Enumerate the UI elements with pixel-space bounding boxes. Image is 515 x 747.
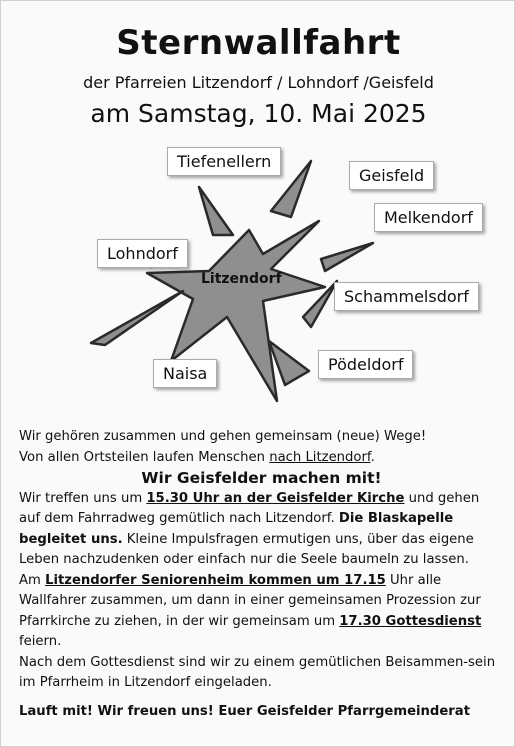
place-box-poedeldorf: Pödeldorf [318,350,413,379]
ray-naisa [91,291,183,345]
closing-line: Lauft mit! Wir freuen uns! Euer Geisfelder Pfarrgemeinderat [19,703,471,719]
place-box-naisa: Naisa [153,359,217,388]
headline: Wir Geisfelder machen mit! [141,469,382,487]
intro-period: . [370,449,375,465]
p1-text-a: Wir treffen uns um [19,490,147,506]
p2-text-a: Am [19,572,46,588]
subtitle: der Pfarreien Litzendorf / Lohndorf /Geisfeld [83,73,434,92]
service-time: 17.30 Gottesdienst [339,613,482,629]
ray-tiefenellern [199,187,233,235]
body-text [19,427,504,722]
gathering-time-place: Litzendorfer Seniorenheim kommen um 17.15 [45,572,386,588]
p1-text-c: Kleine Impulsfragen ermutigen uns, über das eigene Leben nachzudenken oder einfach nur die Seele baumeln zu lassen. [19,531,474,567]
intro-text: Von allen Ortsteilen laufen Menschen [19,449,270,465]
intro-destination: nach Litzendorf [269,449,371,465]
place-box-tiefenellern: Tiefenellern [167,147,281,176]
ray-melkendorf [321,243,373,271]
page-title: Sternwallfahrt [116,23,401,63]
place-box-lohndorf: Lohndorf [97,239,188,268]
paragraph-after: Nach dem Gottesdienst sind wir zu einem gemütlichen Beisammen-sein im Pfarrheim in Litzendorf eingeladen. [19,654,496,690]
paragraph-procession [19,571,504,653]
meeting-time-place: 15.30 Uhr an der Geisfelder Kirche [146,490,405,506]
place-box-geisfeld: Geisfeld [349,161,434,190]
brass-band-note: Die Blaskapelle begleitet uns. [19,511,454,547]
intro-line-2 [19,448,504,469]
p2-text-b: Uhr alle Wallfahrer zusammen, um dann in einer gemeinsamen Prozession zur Pfarrkirche zu ziehen, in der wir gemeinsam um [19,572,481,629]
paragraph-meeting [19,489,504,571]
p2-text-c: feiern. [19,634,62,649]
event-date: am Samstag, 10. Mai 2025 [90,99,427,128]
place-box-schammelsdorf: Schammelsdorf [334,282,479,311]
center-label-litzendorf: Litzendorf [201,271,282,287]
star-illustration [1,131,515,421]
p1-text-b: und gehen auf dem Fahrradweg gemütlich nach Litzendorf. [19,490,480,526]
intro-line-1: Wir gehören zusammen und gehen gemeinsam (neue) Wege! [19,429,427,444]
place-box-melkendorf: Melkendorf [374,203,483,232]
